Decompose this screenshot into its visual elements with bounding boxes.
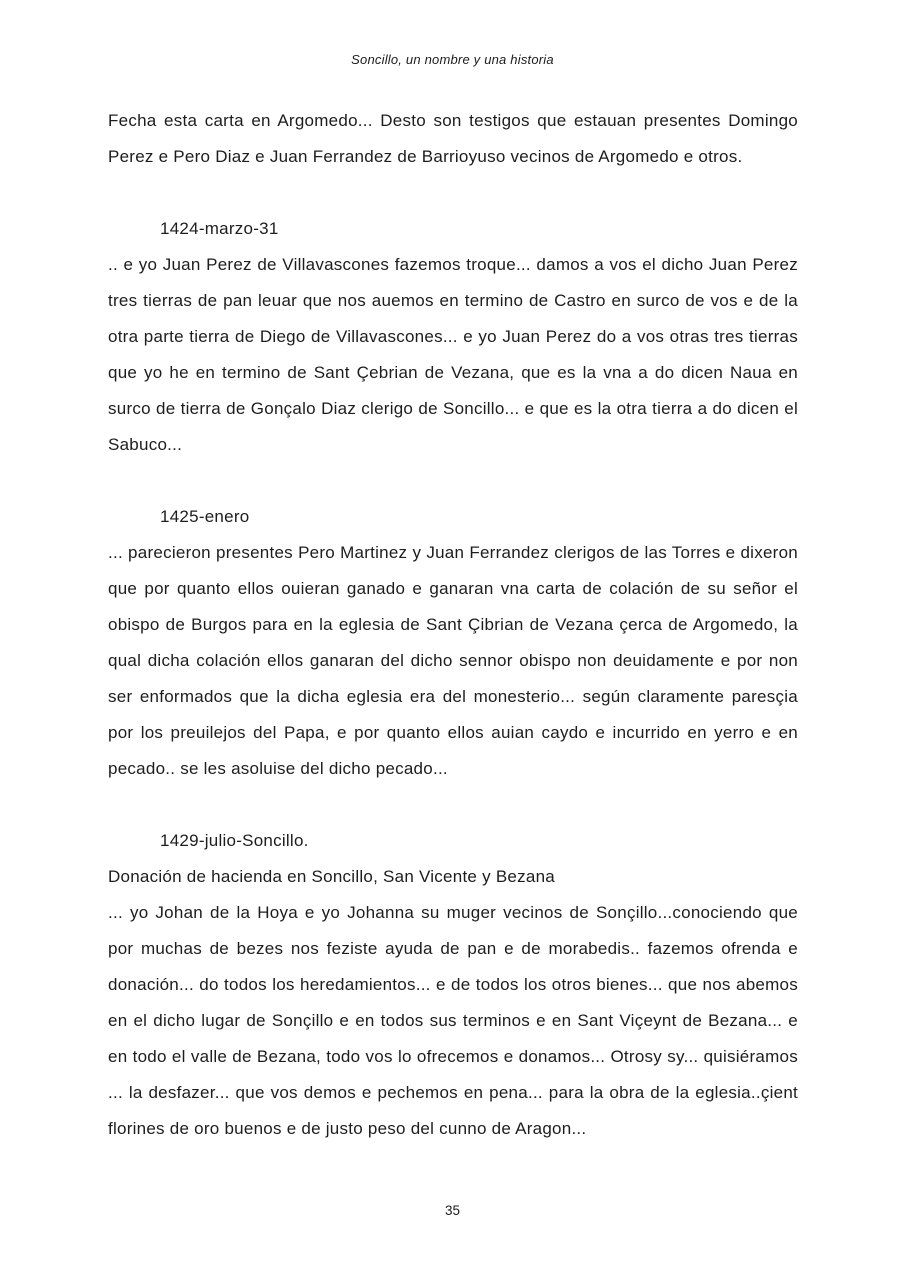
- section-1424: [108, 211, 798, 463]
- section-paragraph: ... parecieron presentes Pero Martinez y Juan Ferrandez clerigos de las Torres e dixeron que por quanto ellos ouieran ganado e ganaran vna carta de colación de su señor el obispo de Burgos para en la eglesia de Sant Çibrian de Vezana çerca de Argomedo, la qual dicha colación ellos ganaran del dicho sennor obispo non deuidamente e por non ser enformados que la dicha eglesia era del monesterio... según claramente paresçia por los preuilejos del Papa, e por quanto ellos auian caydo e incurrido en yerro e en pecado.. se les asoluise del dicho pecado...: [108, 543, 798, 778]
- section-heading-1424: 1424-marzo-31: [160, 219, 279, 238]
- section-paragraph: ... yo Johan de la Hoya e yo Johanna su muger vecinos de Sonçillo...conociendo que por muchas de bezes nos feziste ayuda de pan e de morabedis.. fazemos ofrenda e donación... do todos los heredamientos... e de todos los otros bienes... que nos abemos en el dicho lugar de Sonçillo e en todos sus terminos e en Sant Viçeynt de Bezana... e en todo el valle de Bezana, todo vos lo ofrecemos e donamos... Otrosy sy... quisiéramos ... la desfazer... que vos demos e pechemos en pena... para la obra de la eglesia..çient florines de oro buenos e de justo peso del cunno de Aragon...: [108, 903, 798, 1138]
- text-column: [108, 103, 798, 1147]
- section-paragraph: .. e yo Juan Perez de Villavascones fazemos troque... damos a vos el dicho Juan Perez tres tierras de pan leuar que nos auemos en termino de Castro en surco de vos e de la otra parte tierra de Diego de Villavascones... e yo Juan Perez do a vos otras tres tierras que yo he en termino de Sant Çebrian de Vezana, que es la vna a do dicen Naua en surco de tierra de Gonçalo Diaz clerigo de Soncillo... e que es la otra tierra a do dicen el Sabuco...: [108, 255, 798, 454]
- section-heading-1429: 1429-julio-Soncillo.: [160, 831, 309, 850]
- section-1429: [108, 823, 798, 1147]
- page-number: 35: [444, 1203, 461, 1218]
- section-1425: [108, 499, 798, 787]
- intro-paragraph: Fecha esta carta en Argomedo... Desto son testigos que estauan presentes Domingo Perez e Pero Diaz e Juan Ferrandez de Barrioyuso vecinos de Argomedo e otros.: [108, 111, 798, 166]
- section-heading-1425: 1425-enero: [160, 507, 250, 526]
- section-subheading: Donación de hacienda en Soncillo, San Vicente y Bezana: [108, 867, 555, 886]
- running-header: Soncillo, un nombre y una historia: [351, 52, 554, 67]
